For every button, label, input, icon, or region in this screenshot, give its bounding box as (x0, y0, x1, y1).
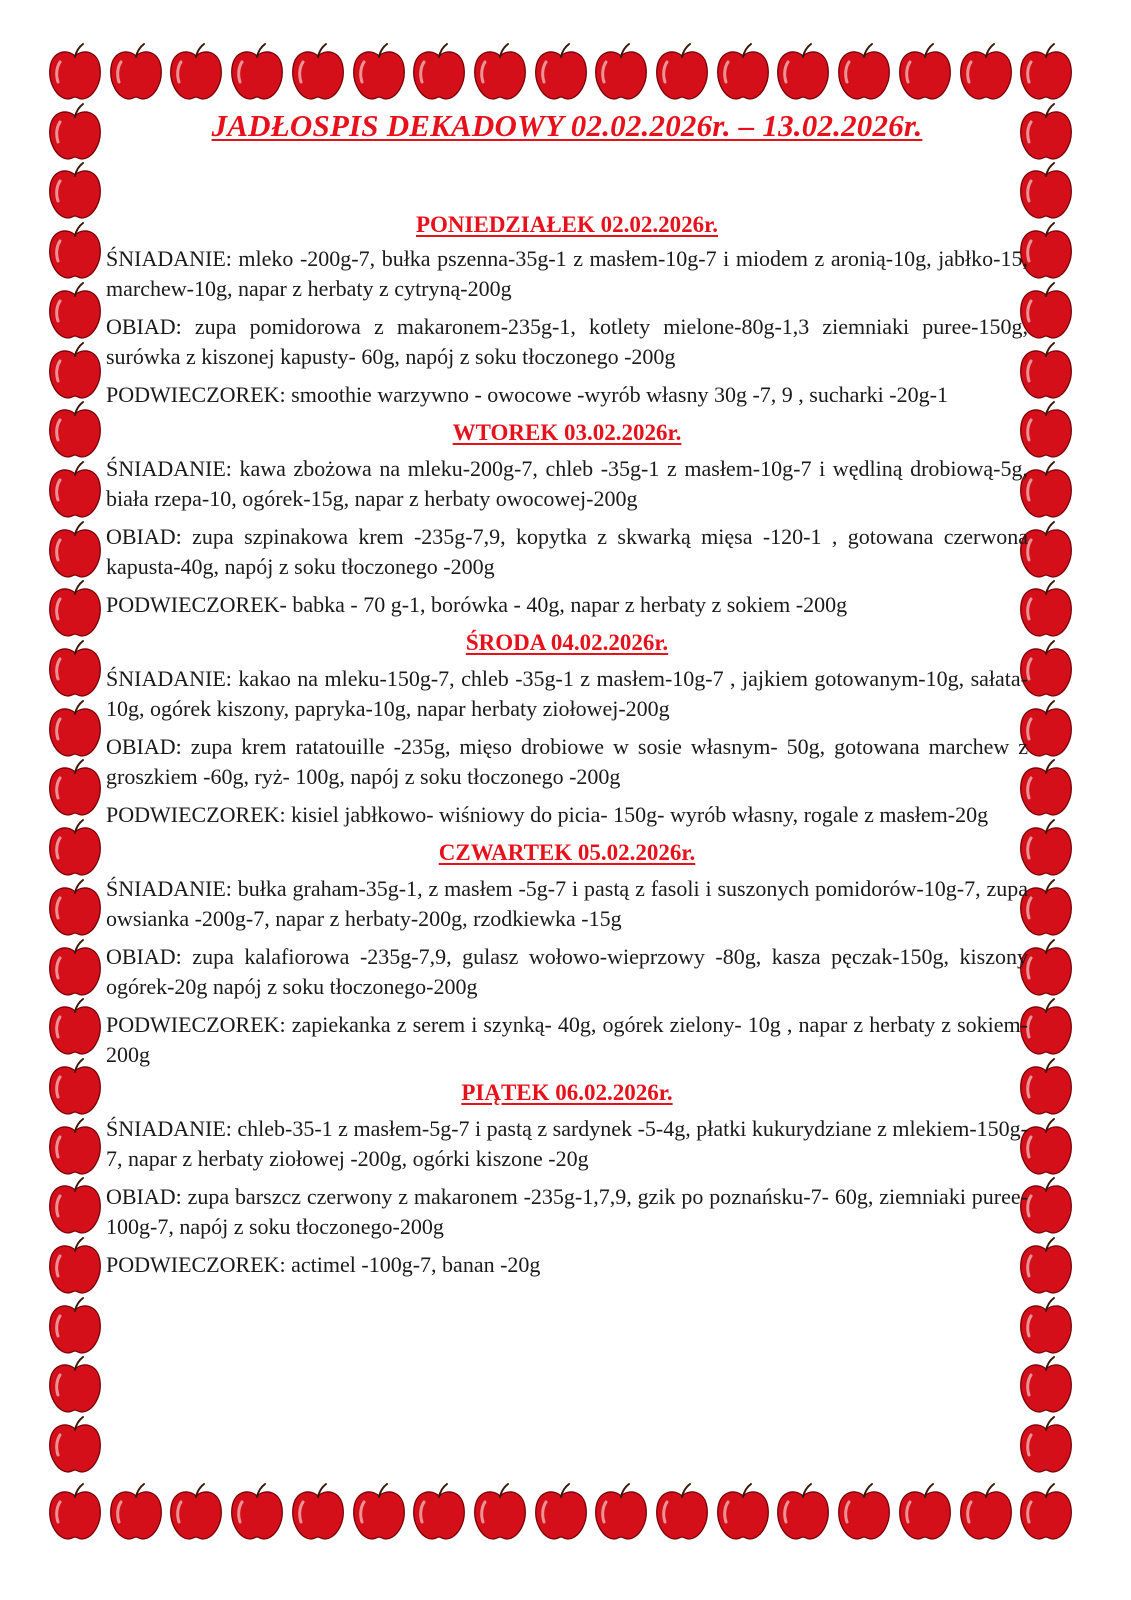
apple-icon (532, 1482, 590, 1542)
apple-icon (46, 1236, 104, 1296)
apple-icon (532, 42, 590, 102)
apple-icon (835, 1482, 893, 1542)
apple-icon (167, 42, 225, 102)
day-heading: WTOREK 03.02.2026r. (452, 420, 682, 445)
apple-icon (107, 1482, 165, 1542)
apple-icon (471, 42, 529, 102)
apple-icon (46, 42, 104, 102)
apple-icon (774, 1482, 832, 1542)
apple-icon (46, 997, 104, 1057)
apple-icon (46, 818, 104, 878)
apple-icon (46, 579, 104, 639)
apple-icon (46, 520, 104, 580)
apple-icon (46, 699, 104, 759)
day-wednesday (106, 630, 1028, 830)
apple-icon (835, 42, 893, 102)
apple-icon (46, 460, 104, 520)
menu-title: JADŁOSPIS DEKADOWY 02.02.2026r. – 13.02.2026r. (211, 108, 923, 143)
apple-icon (957, 42, 1015, 102)
apple-icon (289, 1482, 347, 1542)
day-tuesday (106, 420, 1028, 620)
lunch-text: OBIAD: zupa barszcz czerwony z makaronem -235g-1,7,9, gzik po poznańsku-7- 60g, ziemniaki puree- 100g-7, napój z soku tłoczonego-200g (106, 1184, 1028, 1239)
snack-text: PODWIECZOREK: smoothie warzywno - owocowe -wyrób własny 30g -7, 9 , sucharki -20g-1 (106, 382, 948, 407)
lunch-text: OBIAD: zupa szpinakowa krem -235g-7,9, kopytka z skwarką mięsa -120-1 , gotowana czerwona kapusta-40g, napój z soku tłoczonego -200g (106, 524, 1028, 579)
day-heading: ŚRODA 04.02.2026r. (465, 630, 669, 655)
apple-icon (592, 1482, 650, 1542)
day-heading: PONIEDZIAŁEK 02.02.2026r. (415, 212, 719, 237)
apple-icon (46, 878, 104, 938)
apple-icon (471, 1482, 529, 1542)
day-heading: CZWARTEK 05.02.2026r. (438, 840, 696, 865)
apple-icon (46, 758, 104, 818)
apple-icon (46, 341, 104, 401)
apple-icon (46, 1415, 104, 1475)
day-thursday (106, 840, 1028, 1070)
apple-icon (46, 221, 104, 281)
lunch-text: OBIAD: zupa pomidorowa z makaronem-235g-1, kotlety mielone-80g-1,3 ziemniaki puree-150g, surówka z kiszonej kapusty- 60g, napój z soku tłoczonego -200g (106, 314, 1028, 369)
apple-icon (896, 1482, 954, 1542)
apple-icon (350, 1482, 408, 1542)
day-heading: PIĄTEK 06.02.2026r. (461, 1080, 673, 1105)
apple-icon (653, 1482, 711, 1542)
snack-text: PODWIECZOREK: actimel -100g-7, banan -20g (106, 1252, 541, 1277)
apple-icon (896, 42, 954, 102)
apple-icon (228, 1482, 286, 1542)
snack-text: PODWIECZOREK: kisiel jabłkowo- wiśniowy do picia- 150g- wyrób własny, rogale z masłem-20g (106, 802, 989, 827)
apple-icon (410, 42, 468, 102)
apple-icon (289, 42, 347, 102)
breakfast-text: ŚNIADANIE: mleko -200g-7, bułka pszenna-35g-1 z masłem-10g-7 i miodem z aronią-10g, jabłko-15, marchew-10g, napar z herbaty z cytryną-200g (106, 246, 1028, 301)
apple-icon (46, 1117, 104, 1177)
breakfast-text: ŚNIADANIE: bułka graham-35g-1, z masłem -5g-7 i pastą z fasoli i suszonych pomidorów-10g-7, zupa owsianka -200g-7, napar z herbaty-200g, rzodkiewka -15g (106, 876, 1028, 931)
apple-icon (46, 1296, 104, 1356)
apple-icon (46, 1482, 104, 1542)
breakfast-text: ŚNIADANIE: kawa zbożowa na mleku-200g-7, chleb -35g-1 z masłem-10g-7 i wędliną drobiową-5g, biała rzepa-10, ogórek-15g, napar z herbaty owocowej-200g (106, 456, 1028, 511)
apple-icon (774, 42, 832, 102)
snack-text: PODWIECZOREK: zapiekanka z serem i szynką- 40g, ogórek zielony- 10g , napar z herbaty z sokiem- 200g (106, 1012, 1028, 1067)
apple-icon (107, 42, 165, 102)
apple-icon (46, 938, 104, 998)
apple-icon (228, 42, 286, 102)
apple-icon (46, 400, 104, 460)
apple-icon (957, 1482, 1015, 1542)
apple-icon (1017, 1415, 1075, 1475)
day-monday (106, 212, 1028, 410)
apple-icon (1017, 42, 1075, 102)
apple-icon (46, 161, 104, 221)
lunch-text: OBIAD: zupa krem ratatouille -235g, mięso drobiowe w sosie własnym- 50g, gotowana marchew z groszkiem -60g, ryż- 100g, napój z soku tłoczonego -200g (106, 734, 1028, 789)
apple-icon (46, 1176, 104, 1236)
apple-icon (1017, 1355, 1075, 1415)
apple-icon (653, 42, 711, 102)
apple-icon (46, 639, 104, 699)
snack-text: PODWIECZOREK- babka - 70 g-1, borówka - 40g, napar z herbaty z sokiem -200g (106, 592, 848, 617)
apple-icon (592, 42, 650, 102)
apple-icon (714, 42, 772, 102)
apple-icon (46, 1355, 104, 1415)
apple-icon (167, 1482, 225, 1542)
breakfast-text: ŚNIADANIE: kakao na mleku-150g-7, chleb -35g-1 z masłem-10g-7 , jajkiem gotowanym-10g, sałata- 10g, ogórek kiszony, papryka-10g, napar herbaty ziołowej-200g (106, 666, 1028, 721)
apple-icon (350, 42, 408, 102)
day-friday (106, 1080, 1028, 1280)
lunch-text: OBIAD: zupa kalafiorowa -235g-7,9, gulasz wołowo-wieprzowy -80g, kasza pęczak-150g, kiszony ogórek-20g napój z soku tłoczonego-200g (106, 944, 1028, 999)
apple-icon (714, 1482, 772, 1542)
menu-content (106, 108, 1028, 1290)
apple-icon (1017, 1296, 1075, 1356)
apple-icon (1017, 1482, 1075, 1542)
breakfast-text: ŚNIADANIE: chleb-35-1 z masłem-5g-7 i pastą z sardynek -5-4g, płatki kukurydziane z mlekiem-150g-7, napar z herbaty ziołowej -200g, ogórki kiszone -20g (106, 1116, 1028, 1171)
apple-icon (46, 102, 104, 162)
apple-icon (410, 1482, 468, 1542)
apple-icon (46, 281, 104, 341)
apple-icon (46, 1057, 104, 1117)
